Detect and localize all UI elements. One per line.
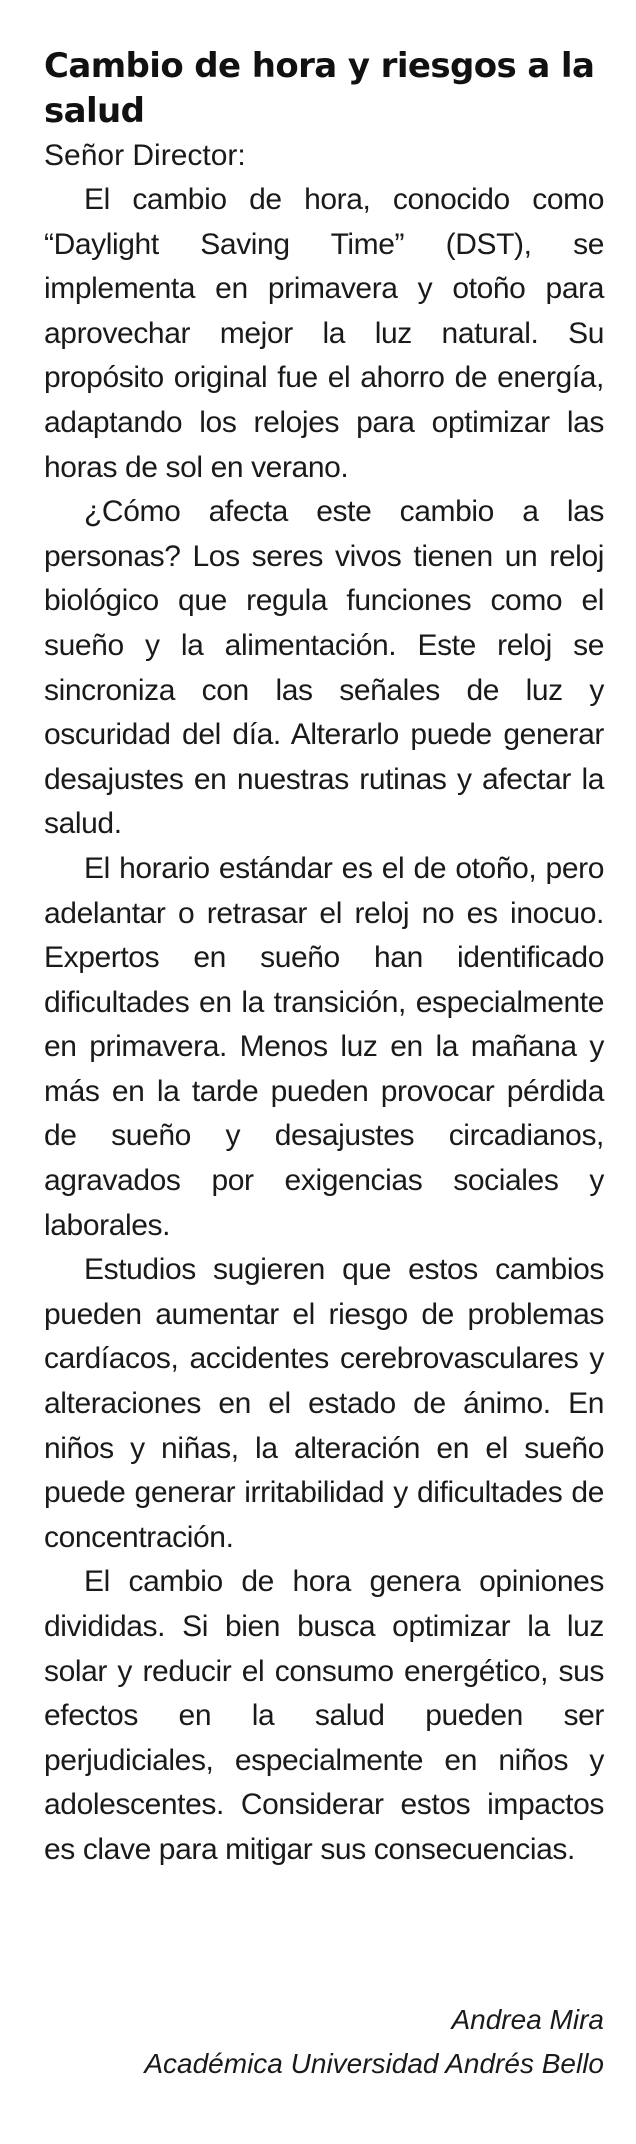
- author-name: Andrea Mira: [451, 2004, 604, 2035]
- letter-paragraph-5: El cambio de hora genera opiniones divididas. Si bien busca optimizar la luz solar y reducir el consumo energético, sus efectos en la salud pueden ser perjudiciales, especialmente en niños y adolescentes. Considerar estos impactos es clave para mitigar sus consecuencias.: [44, 1565, 604, 1866]
- letter-paragraph-2: ¿Cómo afecta este cambio a las personas? Los seres vivos tienen un reloj biológico que regula funciones como el sueño y la alimentación. Este reloj se sincroniza con las señales de luz y oscuridad del día. Alterarlo puede generar desajustes en nuestras rutinas y afectar la salud.: [44, 495, 604, 841]
- letter-paragraph-1: El cambio de hora, conocido como “Daylight Saving Time” (DST), se implementa en primavera y otoño para aprovechar mejor la luz natural. Su propósito original fue el ahorro de energía, adaptando los relojes para optimizar las horas de sol en verano.: [44, 183, 604, 484]
- author-affiliation: Académica Universidad Andrés Bello: [144, 2048, 604, 2079]
- letter-column: [44, 44, 604, 1873]
- letter-signature: [44, 1998, 604, 2086]
- letter-salutation: Señor Director:: [44, 139, 246, 172]
- letter-title: Cambio de hora y riesgos a la salud: [44, 46, 595, 131]
- letter-paragraph-4: Estudios sugieren que estos cambios pueden aumentar el riesgo de problemas cardíacos, accidentes cerebrovasculares y alteraciones en el estado de ánimo. En niños y niñas, la alteración en el sueño puede generar irritabilidad y dificultades de concentración.: [44, 1253, 604, 1554]
- letter-paragraph-3: El horario estándar es el de otoño, pero adelantar o retrasar el reloj no es inocuo. Expertos en sueño han identificado dificultades en la transición, especialmente en primavera. Menos luz en la mañana y más en la tarde pueden provocar pérdida de sueño y desajustes circadianos, agravados por exigencias sociales y laborales.: [44, 851, 604, 1242]
